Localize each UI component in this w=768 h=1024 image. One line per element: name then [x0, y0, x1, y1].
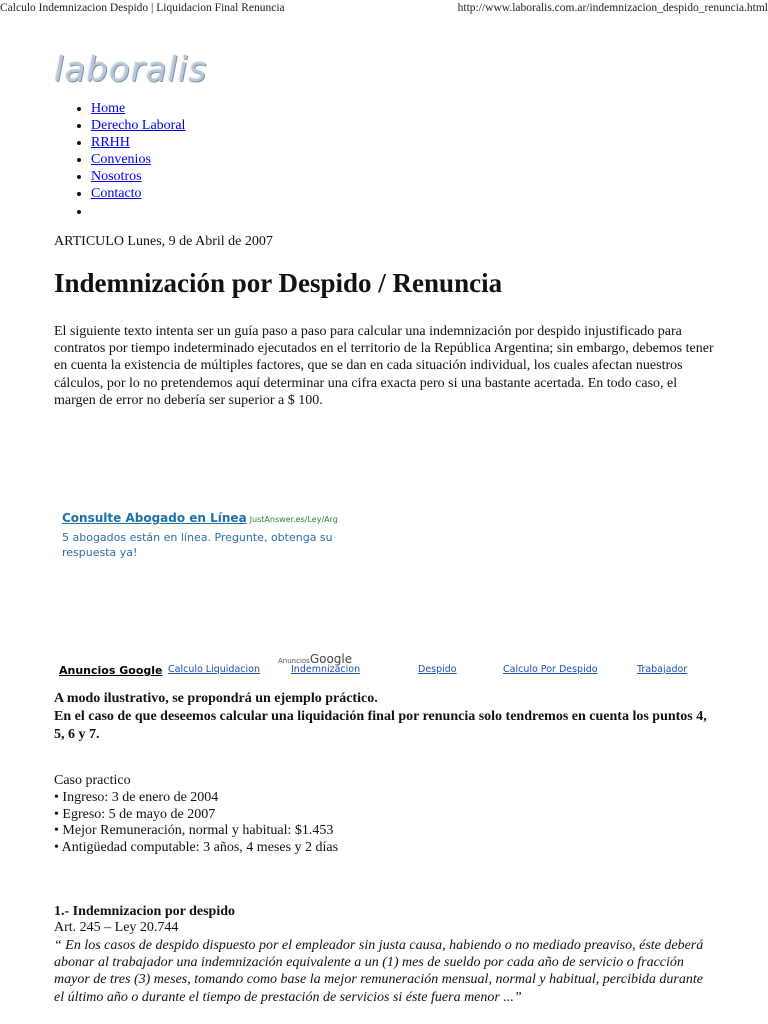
print-header-title: Calculo Indemnizacion Despido | Liquidacion Final Renuncia — [0, 2, 285, 14]
caso-item-egreso: • Egreso: 5 de mayo de 2007 — [54, 806, 216, 822]
nav-item-home — [91, 100, 185, 117]
main-nav — [54, 100, 185, 220]
ad-description[interactable]: 5 abogados están en línea. Pregunte, obtenga su respuesta ya! — [62, 531, 333, 559]
caso-item-remuneracion: • Mejor Remuneración, normal y habitual: $1.453 — [54, 823, 334, 839]
nav-link-convenios[interactable]: Convenios — [91, 152, 151, 168]
caso-item-antiguedad: • Antigüedad computable: 3 años, 4 meses y 2 días — [54, 840, 339, 856]
ad-link-calculo-liquidacion[interactable]: Calculo Liquidacion — [168, 664, 260, 675]
nav-item-contacto — [91, 185, 185, 202]
nav-link-rrhh[interactable]: RRHH — [91, 135, 130, 151]
page-title: Indemnización por Despido / Renuncia — [54, 268, 503, 298]
nav-link-nosotros[interactable]: Nosotros — [91, 169, 142, 185]
nav-link-home[interactable]: Home — [91, 101, 126, 116]
ad-link-indemnizacion[interactable]: Indemnizacion — [291, 664, 361, 675]
nav-item-derecho-laboral — [91, 117, 185, 134]
nav-item-convenios — [91, 151, 185, 168]
ads-badge-small-text: Anuncios — [278, 657, 310, 665]
text-ad[interactable] — [62, 507, 362, 560]
example-line-1: A modo ilustrativo, se propondrá un ejemplo práctico. — [54, 691, 378, 706]
ads-google-label[interactable]: Anuncios Google — [59, 664, 163, 677]
google-logo-text: Google — [309, 652, 353, 666]
site-logo[interactable]: laboralis — [54, 50, 208, 90]
nav-item-empty — [91, 203, 185, 220]
ad-display-url[interactable]: JustAnswer.es/Ley/Arg — [249, 515, 338, 524]
article-intro: El siguiente texto intenta ser un guía paso a paso para calcular una indemnización por despido injustificado para contratos por tiempo indeterminado ejecutados en el territorio de la República Argentina; sin embargo, debemos tener en cuenta la existencia de múltiples factores, que se dan en cada situación individual, los cuales afectan nuestros cálculos, por lo no pretendemos aquí determinar una cifra exacta pero si una bastante acertada. En todo caso, el margen de error no debería ser superior a $ 100. — [54, 324, 714, 408]
section-1-title: 1.- Indemnizacion por despido — [54, 904, 235, 919]
ad-headline-link[interactable]: Consulte Abogado en Línea — [62, 511, 247, 525]
nav-item-rrhh — [91, 134, 185, 151]
ad-link-calculo-por-despido[interactable]: Calculo Por Despido — [503, 664, 598, 675]
caso-item-ingreso: • Ingreso: 3 de enero de 2004 — [54, 789, 219, 805]
section-1-quote: “ En los casos de despido dispuesto por el empleador sin justa causa, habiendo o no mediado preaviso, éste deberá abonar al trabajador una indemnización equivalente a un (1) mes de sueldo por cada año de servicio o fracción mayor de tres (3) meses, tomando como base la mejor remuneración mensual, normal y habitual, percibida durante el último año o durante el tiempo de prestación de servicios si éste fuera menor ...” — [54, 938, 704, 1005]
caso-list — [54, 790, 338, 857]
caso-practico — [54, 773, 338, 857]
nav-link-contacto[interactable]: Contacto — [91, 186, 142, 202]
section-1-reference: Art. 245 – Ley 20.744 — [54, 920, 179, 935]
example-line-2: En el caso de que deseemos calcular una liquidación final por renuncia solo tendremos en cuenta los puntos 4, 5, 6 y 7. — [54, 709, 707, 742]
caso-heading: Caso practico — [54, 773, 131, 788]
nav-item-nosotros — [91, 168, 185, 185]
ad-link-trabajador[interactable]: Trabajador — [637, 664, 688, 675]
print-header-url: http://www.laboralis.com.ar/indemnizacion_despido_renuncia.html — [457, 2, 768, 14]
ad-link-despido[interactable]: Despido — [418, 664, 457, 675]
article-meta: ARTICULO Lunes, 9 de Abril de 2007 — [54, 234, 273, 249]
example-intro — [54, 690, 714, 744]
nav-link-derecho-laboral[interactable]: Derecho Laboral — [91, 118, 186, 134]
